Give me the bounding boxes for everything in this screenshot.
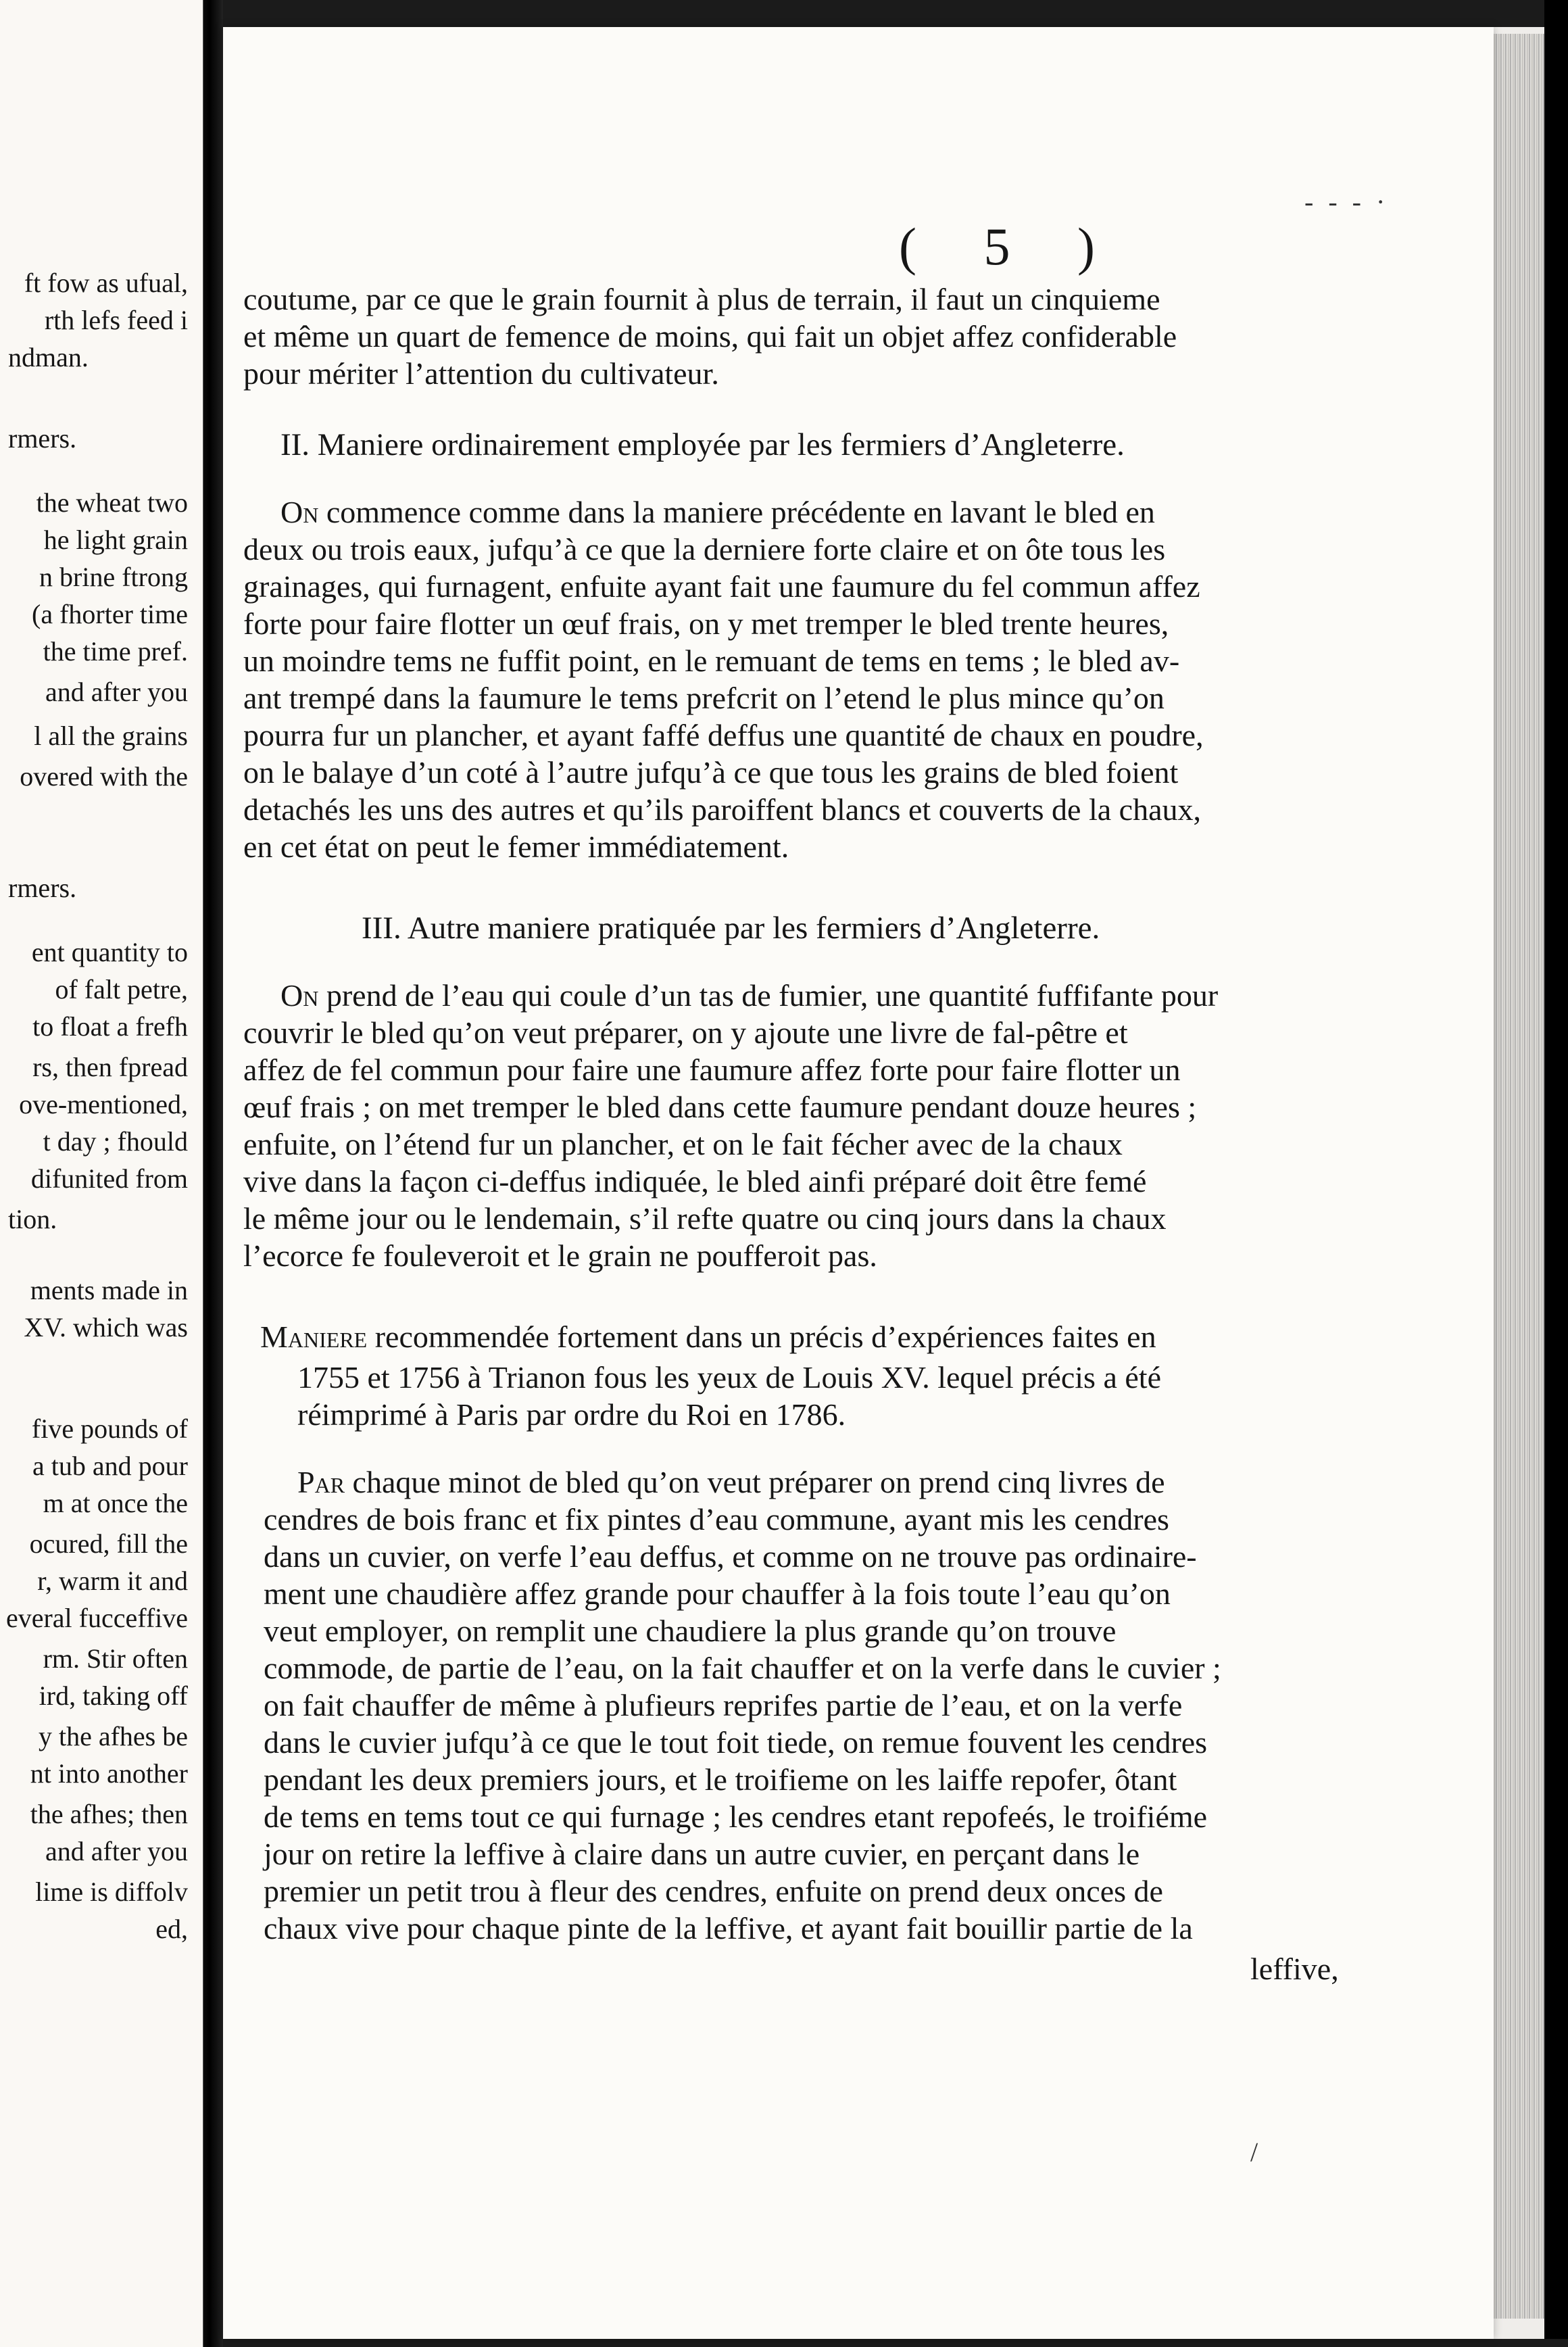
facing-page-line: ed, xyxy=(155,1914,188,1944)
facing-page-line: r, warm it and xyxy=(37,1566,188,1596)
section-2-line: en cet état on peut le femer immédiatement. xyxy=(243,829,789,864)
section-5-line: pendant les deux premiers jours, et le troifieme on les laiffe repofer, ôtant xyxy=(264,1762,1177,1797)
section-4-line: réimprimé à Paris par ordre du Roi en 1786. xyxy=(297,1397,846,1432)
section-3-line: l’ecorce fe fouleveroit et le grain ne poufferoit pas. xyxy=(243,1238,877,1273)
facing-page-line: overed with the xyxy=(20,761,188,792)
facing-page-line: ments made in xyxy=(30,1275,188,1305)
section-4-line: 1755 et 1756 à Trianon fous les yeux de Louis XV. lequel précis a été xyxy=(297,1360,1161,1395)
facing-page-line: he light grain xyxy=(43,525,188,555)
dropcap: Par xyxy=(297,1465,345,1499)
section-heading-2: II. Maniere ordinairement employée par les fermiers d’Angleterre. xyxy=(280,427,1125,462)
section-2-line: grainages, qui furnagent, enfuite ayant fait une faumure du fel commun affez xyxy=(243,569,1200,604)
facing-page-line: rs, then fpread xyxy=(32,1052,188,1082)
facing-page-line: ird, taking off xyxy=(39,1680,188,1711)
section-2-line: detachés les uns des autres et qu’ils paroiffent blancs et couverts de la chaux, xyxy=(243,792,1201,827)
section-3-line: On prend de l’eau qui coule d’un tas de fumier, une quantité fuffifante pour xyxy=(280,978,1219,1013)
facing-page-line: rmers. xyxy=(8,423,77,454)
section-2-line: forte pour faire flotter un œuf frais, on y met tremper le bled trente heures, xyxy=(243,606,1169,641)
dropcap: On xyxy=(280,495,319,529)
section-2-line: on le balaye d’un coté à l’autre jufqu’à ce que tous les grains de bled foient xyxy=(243,755,1179,790)
section-2-line: un moindre tems ne fuffit point, en le remuant de tems en tems ; le bled av- xyxy=(243,644,1180,678)
facing-page-line: n brine ftrong xyxy=(39,562,188,592)
section-5-line: de tems en tems tout ce qui furnage ; les cendres etant repofeés, le troifiéme xyxy=(264,1799,1208,1834)
section-5-line: cendres de bois franc et fix pintes d’eau commune, ayant mis les cendres xyxy=(264,1502,1169,1537)
catchword: leffive, xyxy=(1250,1952,1339,1986)
section-5-line: Par chaque minot de bled qu’on veut préparer on prend cinq livres de xyxy=(297,1465,1165,1499)
section-3-line: affez de fel commun pour faire une faumure affez forte pour faire flotter un xyxy=(243,1052,1181,1087)
facing-page-line: (a fhorter time xyxy=(32,599,188,629)
section-4-line: Maniere recommendée fortement dans un précis d’expériences faites en xyxy=(260,1320,1156,1354)
intro-line: et même un quart de femence de moins, qui fait un objet affez confiderable xyxy=(243,319,1177,354)
facing-page-line: ocured, fill the xyxy=(29,1528,188,1559)
section-5-line: on fait chauffer de même à plufieurs reprifes partie de l’eau, et on la verfe xyxy=(264,1688,1183,1722)
section-3-line: le même jour ou le lendemain, s’il refte quatre ou cinq jours dans la chaux xyxy=(243,1201,1167,1236)
facing-page-line: l all the grains xyxy=(34,721,188,751)
facing-page-line: XV. which was xyxy=(24,1312,188,1342)
section-2-line: On commence comme dans la maniere précédente en lavant le bled en xyxy=(280,495,1155,529)
facing-page-line: y the afhes be xyxy=(38,1721,188,1751)
scan-mark: / xyxy=(1250,2137,1258,2167)
facing-page-line: five pounds of xyxy=(31,1413,188,1444)
facing-page-line: rmers. xyxy=(8,873,77,903)
scan-mark: - - - · xyxy=(1304,187,1390,217)
facing-page-line: and after you xyxy=(45,677,188,707)
scan-right-edge xyxy=(1544,0,1568,2347)
section-2-line: deux ou trois eaux, jufqu’à ce que la derniere forte claire et on ôte tous les xyxy=(243,532,1166,566)
section-2-line: ant trempé dans la faumure le tems prefcrit on l’etend le plus mince qu’on xyxy=(243,681,1165,715)
dropcap: On xyxy=(280,978,319,1013)
section-heading-3: III. Autre maniere pratiquée par les fermiers d’Angleterre. xyxy=(362,911,1100,946)
facing-page-line: difunited from xyxy=(30,1163,188,1194)
section-3-line: œuf frais ; on met tremper le bled dans cette faumure pendant douze heures ; xyxy=(243,1090,1197,1124)
section-5-line: jour on retire la leffive à claire dans un autre cuvier, en perçant dans le xyxy=(264,1837,1140,1871)
facing-page-line: m at once the xyxy=(43,1488,188,1518)
facing-page-line: to float a frefh xyxy=(32,1011,188,1042)
section-5-line: commode, de partie de l’eau, on la fait chauffer et on la verfe dans le cuvier ; xyxy=(264,1651,1221,1685)
scan-top-edge xyxy=(223,0,1568,27)
facing-page-line: the wheat two xyxy=(36,487,188,518)
section-5-line: premier un petit trou à fleur des cendres, enfuite on prend deux onces de xyxy=(264,1874,1163,1908)
section-2-line: pourra fur un plancher, et ayant faffé deffus une quantité de chaux en poudre, xyxy=(243,718,1204,752)
facing-page-line: and after you xyxy=(45,1836,188,1866)
section-3-line: enfuite, on l’étend fur un plancher, et on le fait fécher avec de la chaux xyxy=(243,1127,1123,1161)
facing-page-line: of falt petre, xyxy=(55,974,188,1005)
section-5-line: chaux vive pour chaque pinte de la leffive, et ayant fait bouillir partie de la xyxy=(264,1911,1193,1945)
scan-bottom-edge xyxy=(223,2339,1568,2347)
facing-page-line: everal fucceffive xyxy=(5,1603,188,1633)
facing-page-line: t day ; fhould xyxy=(43,1126,188,1157)
facing-page-line: ove-mentioned, xyxy=(19,1089,188,1119)
section-5-line: veut employer, on remplit une chaudiere la plus grande qu’on trouve xyxy=(264,1614,1117,1648)
intro-line: pour mériter l’attention du cultivateur. xyxy=(243,356,719,391)
facing-page-line: ent quantity to xyxy=(31,937,188,967)
section-5-line: dans le cuvier jufqu’à ce que le tout foit tiede, on remue fouvent les cendres xyxy=(264,1725,1208,1760)
facing-page-line: the afhes; then xyxy=(30,1799,188,1829)
section-3-line: couvrir le bled qu’on veut préparer, on y ajoute une livre de fal-pêtre et xyxy=(243,1015,1128,1050)
facing-page-line: ndman. xyxy=(8,342,89,372)
section-5-line: dans un cuvier, on verfe l’eau deffus, et comme on ne trouve pas ordinaire- xyxy=(264,1539,1197,1574)
facing-page-line: nt into another xyxy=(30,1758,188,1789)
facing-page-line: a tub and pour xyxy=(32,1451,188,1481)
page-number: ( 5 ) xyxy=(899,217,1122,276)
intro-line: coutume, par ce que le grain fournit à plus de terrain, il faut un cinquieme xyxy=(243,282,1160,316)
facing-page-line: ft fow as ufual, xyxy=(24,268,188,298)
facing-page-line: lime is diffolv xyxy=(35,1877,188,1907)
section-5-line: ment une chaudière affez grande pour chauffer à la fois toute l’eau qu’on xyxy=(264,1576,1171,1611)
main-page xyxy=(223,27,1494,2339)
facing-page-line: the time pref. xyxy=(43,636,188,667)
facing-page-line: rm. Stir often xyxy=(43,1643,188,1674)
dropcap: Maniere xyxy=(260,1320,368,1354)
facing-page-line: rth lefs feed i xyxy=(44,305,188,335)
facing-page-line: tion. xyxy=(8,1204,57,1234)
section-3-line: vive dans la façon ci-deffus indiquée, le bled ainfi préparé doit être femé xyxy=(243,1164,1147,1199)
facing-page-left xyxy=(0,0,203,2347)
